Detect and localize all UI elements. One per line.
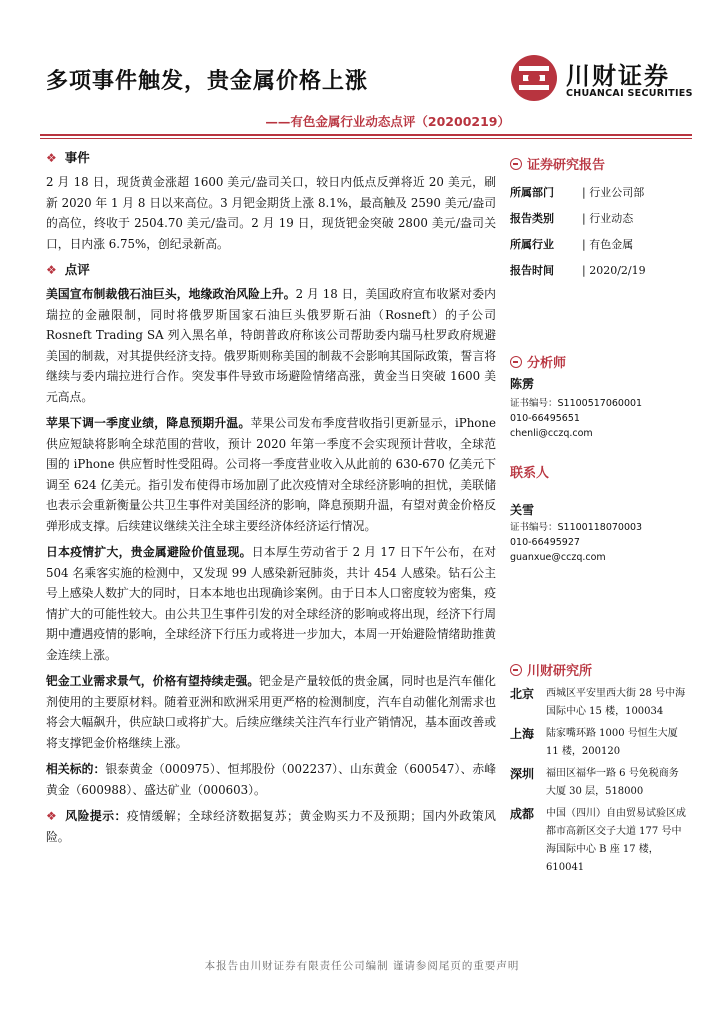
- report-heading: [510, 154, 690, 173]
- analyst-name: 陈雳: [510, 377, 535, 391]
- logo-chinese-name: 川财证券: [566, 62, 670, 90]
- contact-email[interactable]: guanxue@cczq.com: [510, 552, 606, 563]
- office-address: 福田区福华一路 6 号免税商务大厦 30 层，518000: [546, 768, 679, 797]
- paragraph-lead: 钯金工业需求景气，价格有望持续走强。: [46, 674, 260, 688]
- office-address: 陆家嘴环路 1000 号恒生大厦 11 楼，200120: [546, 728, 678, 757]
- section-marker-icon: [510, 356, 522, 368]
- page-footer: 本报告由川财证券有限责任公司编制 谨请参阅尾页的重要声明: [204, 960, 520, 972]
- paragraph-body: 钯金是产量较低的贵金属，同时也是汽车催化剂使用的主要原材料。随着亚洲和欧洲采用更严格的检测制度，汽车自动催化剂需求也将会大幅飙升，供应缺口或将扩大。后续应继续关注汽车行业产销情况，基本面改善或将支撑钯金价格继续上涨。: [46, 674, 496, 750]
- office-address: 西城区平安里西大街 28 号中海国际中心 15 楼，100034: [546, 688, 686, 717]
- analyst-heading: [510, 352, 690, 371]
- info-row-department: [510, 179, 690, 205]
- comment-paragraph-3: [46, 542, 496, 665]
- related-stocks: [46, 759, 496, 800]
- contact-heading: 联系人: [510, 466, 550, 481]
- info-value: | 有色金属: [582, 236, 633, 252]
- section-marker-icon: [510, 664, 522, 676]
- logo-english-name: CHUANCAI SECURITIES: [566, 88, 693, 99]
- analyst-phone: 010-66495651: [510, 413, 580, 424]
- logo-mark-icon: [510, 54, 558, 102]
- event-heading-label: 事件: [64, 149, 90, 165]
- analyst-email[interactable]: chenli@cczq.com: [510, 428, 593, 439]
- office-shanghai: [510, 725, 690, 761]
- risk-body: 疫情缓解；全球经济数据复苏；黄金购买力不及预期；国内外政策风险。: [46, 809, 496, 844]
- institute-section: [510, 660, 690, 881]
- institute-heading-label: 川财研究所: [527, 664, 593, 679]
- info-row-category: [510, 205, 690, 231]
- report-heading-label: 证券研究报告: [527, 158, 606, 173]
- paragraph-body: 苹果公司发布季度营收指引更新显示，iPhone 供应短缺将影响全球范围的营收，预计 2020 年第一季度不会实现预计营收，全球范围的 iPhone 供应暂时性受阻碍。公司将一季度营业收入从此前的 630-670 亿美元下调至 624 亿美元。指引发布使得市场加剧了此次疫情对全球经济影响的担忧，美联储也表示会重新衡量公共卫生事件对美国经济的影响，降息预期升温，有望对黄金价格反弹形成支撑。后续建议继续关注全球主要经济体经济运行情况。: [46, 416, 496, 533]
- diamond-bullet-icon: ❖: [46, 262, 57, 277]
- paragraph-lead: 苹果下调一季度业绩，降息预期升温。: [46, 416, 251, 430]
- office-city: 深圳: [510, 767, 535, 781]
- info-value: | 行业动态: [582, 210, 633, 226]
- paragraph-body: 日本厚生劳动省于 2 月 17 日下午公布，在对 504 名乘客实施的检测中，又发现 99 人感染新冠肺炎，共计 454 人感染。钻石公主号上感染人数扩大的同时，日本本地也出现确诊案例。由于日本人口密度较为密集，疫情扩大的可能性较大。由公共卫生事件引发的对全球经济的影响或将出现，经济下行周期中遭遇疫情的影响，全球经济下行压力或将进一步加大，本周一开始避险情绪助推黄金连续上涨。: [46, 545, 496, 662]
- comment-paragraph-2: [46, 413, 496, 536]
- info-value: | 行业公司部: [582, 184, 644, 200]
- report-title: 多项事件触发，贵金属价格上涨: [46, 69, 369, 94]
- info-value: | 2020/2/19: [582, 264, 646, 277]
- risk-lead: 风险提示：: [65, 809, 127, 823]
- paragraph-lead: 日本疫情扩大，贵金属避险价值显现。: [46, 545, 252, 559]
- contact-cert: 证书编号：S1100118070003: [510, 522, 643, 533]
- comment-paragraph-4: [46, 671, 496, 753]
- info-row-industry: [510, 231, 690, 257]
- contact-section: [510, 462, 690, 565]
- office-city: 上海: [510, 727, 535, 741]
- analyst-cert: 证书编号：S1100517060001: [510, 398, 643, 409]
- comment-heading: [46, 260, 496, 280]
- office-shenzhen: [510, 765, 690, 801]
- info-label: 所属部门: [510, 186, 554, 199]
- contact-name: 关雪: [510, 503, 535, 517]
- risk-warning: [46, 806, 496, 847]
- analyst-heading-label: 分析师: [527, 356, 567, 371]
- event-paragraph: 2 月 18 日，现货黄金涨超 1600 美元/盎司关口，较日内低点反弹将近 20 美元，刷新 2020 年 1 月 8 日以来高位。3 月钯金期货上涨 8.1%，最高触及 2590 美元/盎司的高位，终收于 2504.70 美元/盎司。2 月 19 日，现货钯金突破 2800 美元/盎司关口，日内涨 6.75%，创纪录新高。: [46, 175, 496, 251]
- report-info-section: [510, 154, 690, 283]
- related-lead: 相关标的：: [46, 762, 106, 776]
- info-label: 所属行业: [510, 238, 554, 251]
- header-divider: [40, 134, 692, 136]
- info-label: 报告类别: [510, 212, 554, 225]
- contact-phone: 010-66495927: [510, 537, 580, 548]
- office-city: 成都: [510, 807, 535, 821]
- analyst-section: [510, 352, 690, 441]
- diamond-bullet-icon: ❖: [46, 150, 57, 165]
- info-label: 报告时间: [510, 264, 554, 277]
- related-body: 银泰黄金（000975）、恒邦股份（002237）、山东黄金（600547）、赤峰黄金（600988）、盛达矿业（000603）。: [46, 762, 496, 797]
- office-city: 北京: [510, 687, 535, 701]
- event-heading: [46, 148, 496, 168]
- diamond-bullet-icon: ❖: [46, 809, 58, 823]
- company-logo: [510, 54, 558, 102]
- institute-heading: [510, 660, 690, 679]
- paragraph-body: 2 月 18 日，美国政府宣布收紧对委内瑞拉的金融限制，同时将俄罗斯国家石油巨头俄罗斯石油（Rosneft）的子公司 Rosneft Trading SA 列入黑名单，特朗普政府称该公司帮助委内瑞马杜罗政府规避美国的制裁，对其提供经济支持。俄罗斯则称美国的制裁不会影响其国际政策，誓言将继续与委内瑞拉进行合作。突发事件导致市场避险情绪高涨，黄金当日突破 1600 美元高点。: [46, 287, 496, 404]
- header-divider-thin: [40, 138, 692, 139]
- comment-paragraph-1: [46, 284, 496, 407]
- office-beijing: [510, 685, 690, 721]
- office-address: 中国（四川）自由贸易试验区成都市高新区交子大道 177 号中海国际中心 B 座 17 楼，610041: [546, 808, 686, 873]
- section-marker-icon: [510, 158, 522, 170]
- office-chengdu: [510, 805, 690, 877]
- comment-heading-label: 点评: [64, 261, 90, 277]
- paragraph-lead: 美国宣布制裁俄石油巨头，地缘政治风险上升。: [46, 287, 296, 301]
- info-row-date: [510, 257, 690, 283]
- report-subtitle: ——有色金属行业动态点评（20200219）: [265, 114, 510, 129]
- main-column: [46, 146, 496, 853]
